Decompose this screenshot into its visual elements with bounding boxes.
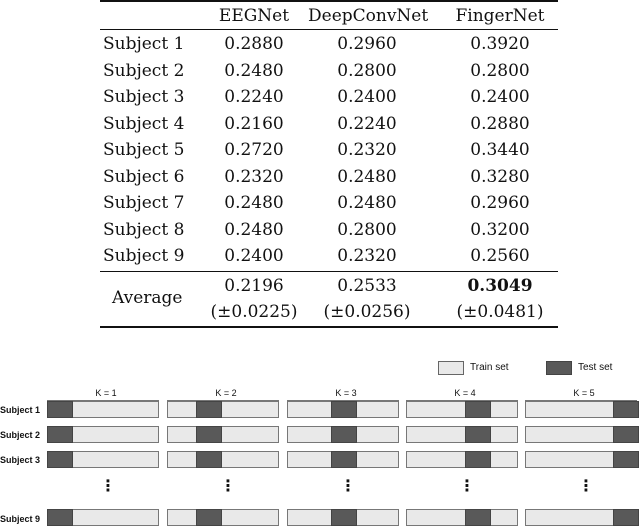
- fold-label-k2: K = 2: [215, 388, 237, 398]
- subject-label: Subject 9: [0, 514, 41, 524]
- cell-deepconvnet: 0.2800: [337, 219, 397, 240]
- cell-eegnet: 0.2480: [224, 219, 284, 240]
- table-top-rule: [100, 0, 558, 2]
- subject-label: Subject 3: [0, 455, 41, 465]
- cell-fingernet: 0.2560: [470, 246, 530, 266]
- legend-train-label: Train set: [470, 362, 509, 373]
- row-name: Subject 2: [103, 60, 185, 81]
- row-name: Subject 9: [103, 246, 185, 266]
- fold-bar: [406, 509, 518, 526]
- ellipsis: ⋮: [220, 478, 236, 495]
- test-block: [331, 401, 357, 418]
- cell-deepconvnet: 0.2480: [337, 193, 397, 213]
- std-eegnet: (±0.0225): [210, 302, 298, 322]
- average-eegnet: 0.2196: [224, 276, 284, 296]
- cell-fingernet: 0.2960: [470, 193, 530, 213]
- test-block: [613, 451, 639, 468]
- row-name: Subject 6: [103, 166, 185, 187]
- std-fingernet: (±0.0481): [456, 302, 544, 322]
- cell-eegnet: 0.2240: [224, 87, 284, 107]
- legend-test-label: Test set: [578, 362, 613, 373]
- fold-label-k1: K = 1: [95, 388, 117, 398]
- cell-deepconvnet: 0.2960: [337, 34, 397, 54]
- cell-deepconvnet: 0.2400: [337, 87, 397, 107]
- fold-bar: [167, 426, 279, 443]
- fold-bar: [287, 401, 399, 418]
- cell-deepconvnet: 0.2240: [337, 113, 397, 134]
- fold-bar: [47, 451, 159, 468]
- header-eegnet: EEGNet: [218, 6, 290, 26]
- fold-bar: [525, 509, 637, 526]
- fold-label-k5: K = 5: [573, 388, 595, 398]
- test-block: [331, 451, 357, 468]
- test-block: [465, 509, 491, 526]
- test-block: [331, 426, 357, 443]
- fold-bar: [47, 509, 159, 526]
- average-fingernet-best: 0.3049: [467, 276, 533, 296]
- row-name: Subject 5: [103, 140, 185, 160]
- subject-label: Subject 1: [0, 405, 41, 415]
- test-block: [47, 451, 73, 468]
- cell-eegnet: 0.2160: [224, 113, 284, 134]
- cell-eegnet: 0.2880: [224, 34, 284, 54]
- cell-eegnet: 0.2400: [224, 246, 284, 266]
- test-block: [613, 401, 639, 418]
- legend-train-swatch: [438, 361, 464, 375]
- table-header-rule: [100, 29, 558, 30]
- fold-label-k4: K = 4: [454, 388, 476, 398]
- cell-fingernet: 0.3440: [470, 140, 530, 160]
- fold-label-k3: K = 3: [335, 388, 357, 398]
- fold-bar: [47, 426, 159, 443]
- cell-deepconvnet: 0.2480: [337, 166, 397, 187]
- fold-bar: [287, 426, 399, 443]
- legend-test-swatch: [546, 361, 572, 375]
- table-average-rule: [100, 271, 558, 272]
- test-block: [465, 451, 491, 468]
- cell-fingernet: 0.2800: [470, 60, 530, 81]
- cell-fingernet: 0.3200: [470, 219, 530, 240]
- cell-fingernet: 0.2400: [470, 87, 530, 107]
- test-block: [47, 509, 73, 526]
- fold-bar: [525, 426, 637, 443]
- fold-bar: [167, 401, 279, 418]
- test-block: [465, 426, 491, 443]
- fold-bar: [287, 509, 399, 526]
- fold-bar: [47, 401, 159, 418]
- cell-deepconvnet: 0.2320: [337, 246, 397, 266]
- fold-bar: [167, 451, 279, 468]
- row-name: Subject 4: [103, 113, 185, 134]
- test-block: [196, 509, 222, 526]
- header-deepconvnet: DeepConvNet: [308, 6, 429, 26]
- kfold-diagram: [0, 355, 640, 528]
- test-block: [613, 509, 639, 526]
- header-fingernet: FingerNet: [455, 6, 545, 26]
- std-deepconvnet: (±0.0256): [323, 302, 411, 322]
- cell-fingernet: 0.2880: [470, 113, 530, 134]
- test-block: [196, 451, 222, 468]
- cell-fingernet: 0.3280: [470, 166, 530, 187]
- ellipsis: ⋮: [578, 478, 594, 495]
- cell-fingernet: 0.3920: [470, 34, 530, 54]
- cell-eegnet: 0.2480: [224, 60, 284, 81]
- fold-bar: [287, 451, 399, 468]
- fold-bar: [525, 451, 637, 468]
- subject-label: Subject 2: [0, 430, 41, 440]
- average-deepconvnet: 0.2533: [337, 276, 397, 296]
- test-block: [47, 426, 73, 443]
- test-block: [196, 401, 222, 418]
- cell-deepconvnet: 0.2800: [337, 60, 397, 81]
- ellipsis: ⋮: [459, 478, 475, 495]
- fold-bar: [406, 426, 518, 443]
- test-block: [613, 426, 639, 443]
- fold-bar: [167, 509, 279, 526]
- cell-eegnet: 0.2720: [224, 140, 284, 160]
- test-block: [196, 426, 222, 443]
- ellipsis: ⋮: [340, 478, 356, 495]
- test-block: [331, 509, 357, 526]
- test-block: [465, 401, 491, 418]
- cell-eegnet: 0.2480: [224, 193, 284, 213]
- fold-bar: [525, 401, 637, 418]
- average-label: Average: [112, 288, 183, 308]
- row-name: Subject 1: [103, 34, 185, 54]
- cell-eegnet: 0.2320: [224, 166, 284, 187]
- ellipsis: ⋮: [100, 478, 116, 495]
- row-name: Subject 7: [103, 193, 185, 213]
- fold-bar: [406, 401, 518, 418]
- row-name: Subject 3: [103, 87, 185, 107]
- table-bottom-rule: [100, 326, 558, 328]
- fold-bar: [406, 451, 518, 468]
- test-block: [47, 401, 73, 418]
- row-name: Subject 8: [103, 219, 185, 240]
- cell-deepconvnet: 0.2320: [337, 140, 397, 160]
